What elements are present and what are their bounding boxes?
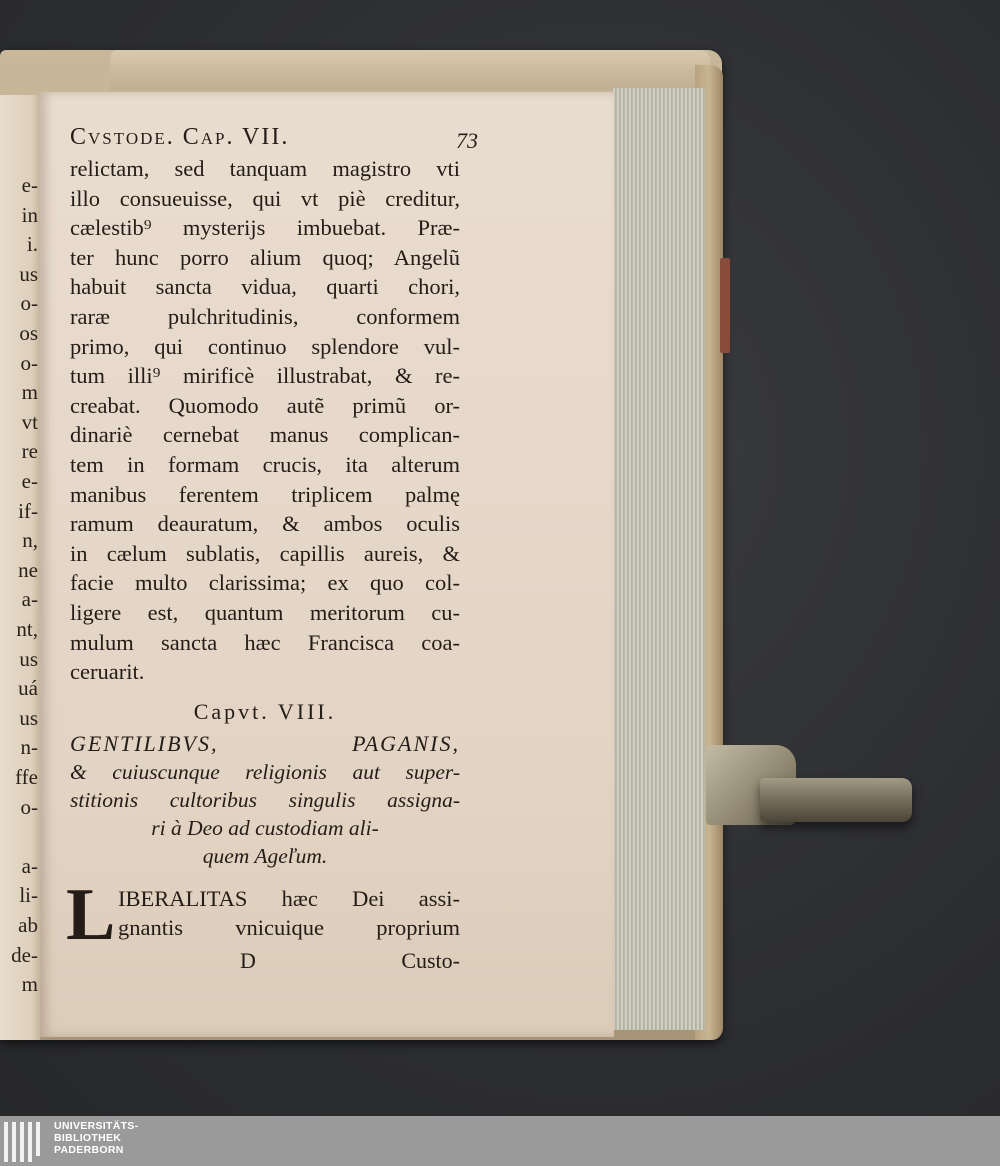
text-line: relictam, sed tanquam magistro vti <box>70 156 460 181</box>
left-page-fragment: e- <box>21 173 38 197</box>
left-page-fragment: o- <box>20 350 38 375</box>
folio-number: 73 <box>456 128 478 153</box>
catchword: Custo- <box>401 947 460 973</box>
left-page-fragment: ffe <box>15 765 38 789</box>
left-page-fragment: n, <box>22 528 38 553</box>
clasp-strap <box>760 778 912 822</box>
library-logo-icon <box>4 1122 46 1162</box>
left-page-fragment: us <box>19 261 38 286</box>
text-line: creabat. Quomodo autẽ primũ or- <box>70 392 460 418</box>
chapter-title-line: stitionis cultoribus singulis assigna- <box>70 787 460 812</box>
logo-line: BIBLIOTHEK <box>54 1132 122 1144</box>
opening-paragraph <box>66 873 460 956</box>
left-page-fragment: uá <box>18 676 38 701</box>
text-line: in cælum sublatis, capillis aureis, & <box>70 540 460 566</box>
logo-line: UNIVERSITÄTS- <box>54 1120 139 1132</box>
page-foot <box>70 946 460 976</box>
text-line: IBERALITAS hæc Dei assi- <box>118 885 460 911</box>
left-page-fragment: if- <box>18 498 38 523</box>
chapter-title-line: quem Ageľum. <box>202 843 328 868</box>
text-line: ramum deauratum, & ambos oculis <box>70 511 460 537</box>
left-page-fragment: li- <box>19 883 38 908</box>
page-text <box>66 124 478 976</box>
chapter-title <box>70 758 460 870</box>
left-page-fragment: a- <box>21 587 38 612</box>
left-page-fragment: m <box>21 972 38 997</box>
left-page-sliver <box>0 95 42 1040</box>
left-page-fragment: m <box>21 380 38 405</box>
left-page-fragment: ne <box>18 557 38 582</box>
left-page-fragment: us <box>19 646 38 671</box>
chapter-title-line: & cuiuscunque religionis aut super- <box>70 759 460 784</box>
left-page-fragment: nt, <box>16 617 38 641</box>
left-page-fragment: n- <box>20 735 38 760</box>
body-text <box>70 154 460 687</box>
left-page-fragment: ab <box>18 913 38 937</box>
running-head <box>70 124 478 154</box>
text-line: ceruarit. <box>70 659 145 685</box>
left-page-fragment: o- <box>20 794 38 819</box>
text-line: raræ pulchritudinis, conformem <box>70 303 460 329</box>
text-line: tem in formam crucis, ita alterum <box>70 451 460 477</box>
left-page-fragment: de- <box>11 942 38 967</box>
left-page-fragment: in <box>21 202 38 227</box>
signature-mark: D <box>240 947 256 973</box>
text-line: ligere est, quantum meritorum cu- <box>70 599 460 625</box>
text-line: dinariè cernebat manus complican- <box>70 422 460 448</box>
book-cover-top-edge <box>110 50 710 90</box>
left-page-fragment: re <box>21 439 38 464</box>
left-page-fragment: e- <box>21 469 38 493</box>
page-edges <box>612 88 705 1030</box>
logo-line: PADERBORN <box>54 1144 124 1156</box>
left-page-fragment: a- <box>21 853 38 878</box>
text-line: facie multo clarissima; ex quo col- <box>70 570 460 596</box>
text-line: primo, qui continuo splendore vul- <box>70 333 460 359</box>
text-line: mulum sancta hæc Francisca coa- <box>70 629 460 655</box>
left-page-fragment: vt <box>21 409 38 434</box>
chapter-heading: Capvt. VIII. <box>193 698 337 724</box>
chapter-title-line: ri à Deo ad custodiam ali- <box>151 815 379 840</box>
library-logo-text <box>54 1120 138 1156</box>
left-page-fragment: i. <box>26 232 38 257</box>
drop-cap: L <box>66 873 116 956</box>
text-line: habuit sancta vidua, quarti chori, <box>70 274 460 300</box>
text-line: gnantis vnicuique proprium <box>118 914 460 940</box>
running-head-text: Cvstode. Cap. VII. <box>70 124 290 150</box>
left-page-fragment: o- <box>20 291 38 316</box>
right-page <box>40 92 614 1037</box>
chapter-title-caps: GENTILIBVS, PAGANIS, <box>70 730 460 756</box>
text-line: tum illi⁹ mirificè illustrabat, & re- <box>70 363 460 389</box>
text-line: manibus ferentem triplicem palmę <box>70 481 460 507</box>
bookmark-strap <box>720 258 730 353</box>
text-line: ter hunc porro alium quoq; Angelũ <box>70 244 460 270</box>
left-page-fragment: os <box>19 321 38 345</box>
text-line: illo consueuisse, qui vt piè creditur, <box>70 185 460 211</box>
left-page-fragment: us <box>19 705 38 730</box>
library-footer <box>0 1116 1000 1166</box>
text-line: cælestib⁹ mysterijs imbuebat. Præ- <box>70 215 460 241</box>
